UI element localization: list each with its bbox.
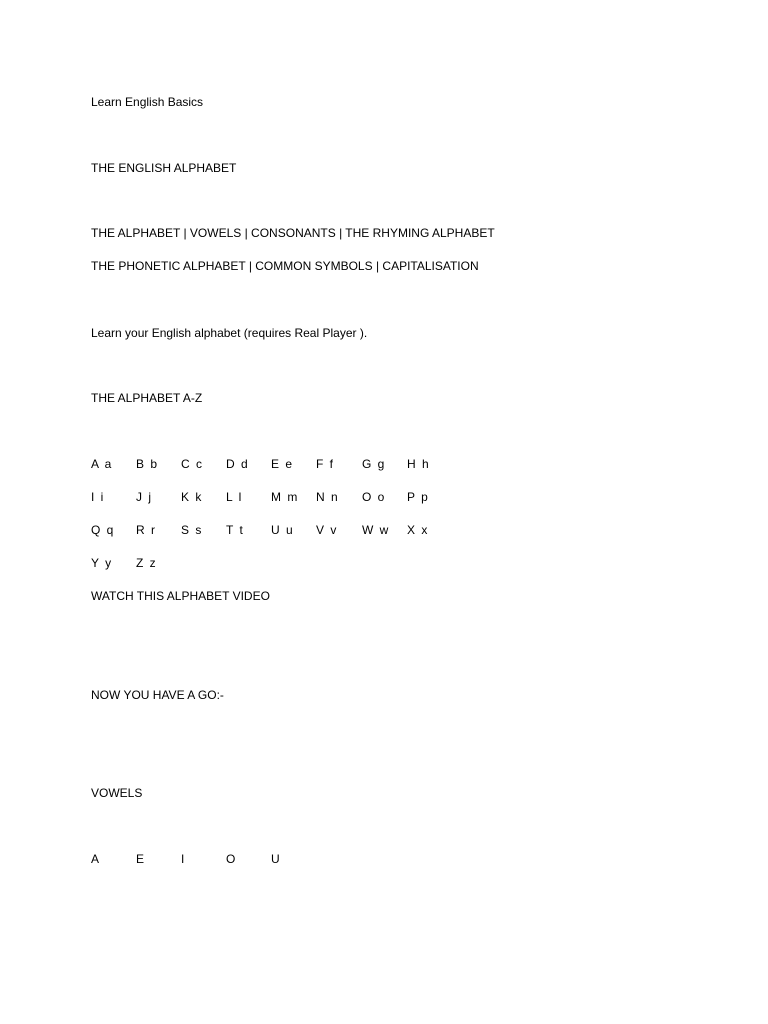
vowel-letter: O	[226, 852, 237, 866]
vowels-title: VOWELS	[91, 786, 143, 800]
letter-pair: R r	[136, 523, 157, 537]
letter-pair: W w	[362, 523, 390, 537]
letter-pair: H h	[407, 457, 431, 471]
letter-pair: D d	[226, 457, 250, 471]
vowel-letter: U	[271, 852, 282, 866]
letter-pair: B b	[136, 457, 159, 471]
letter-pair: G g	[362, 457, 386, 471]
nav-links-row-1[interactable]: THE ALPHABET | VOWELS | CONSONANTS | THE RHYMING ALPHABET	[91, 226, 495, 240]
section-title: THE ENGLISH ALPHABET	[91, 161, 237, 175]
intro-text: Learn your English alphabet (requires Real Player ).	[91, 326, 368, 340]
letter-pair: Y y	[91, 556, 113, 570]
practice-prompt: NOW YOU HAVE A GO:-	[91, 688, 224, 702]
vowel-letter: E	[136, 852, 146, 866]
letter-pair: X x	[407, 523, 429, 537]
letter-pair: S s	[181, 523, 203, 537]
letter-pair: K k	[181, 490, 203, 504]
letter-pair: E e	[271, 457, 294, 471]
nav-links-row-2[interactable]: THE PHONETIC ALPHABET | COMMON SYMBOLS | CAPITALISATION	[91, 259, 479, 273]
letter-pair: T t	[226, 523, 245, 537]
letter-pair: I i	[91, 490, 105, 504]
letter-pair: U u	[271, 523, 295, 537]
alphabet-title: THE ALPHABET A-Z	[91, 391, 203, 405]
letter-pair: F f	[316, 457, 335, 471]
letter-pair: L l	[226, 490, 243, 504]
letter-pair: V v	[316, 523, 338, 537]
letter-pair: P p	[407, 490, 430, 504]
letter-pair: M m	[271, 490, 299, 504]
letter-pair: A a	[91, 457, 113, 471]
letter-pair: N n	[316, 490, 340, 504]
alphabet-video-link[interactable]: WATCH THIS ALPHABET VIDEO	[91, 589, 270, 603]
vowel-letter: I	[181, 852, 186, 866]
letter-pair: Z z	[136, 556, 158, 570]
letter-pair: O o	[362, 490, 386, 504]
letter-pair: J j	[136, 490, 153, 504]
letter-pair: C c	[181, 457, 204, 471]
vowel-letter: A	[91, 852, 101, 866]
page-heading: Learn English Basics	[91, 95, 204, 109]
letter-pair: Q q	[91, 523, 115, 537]
